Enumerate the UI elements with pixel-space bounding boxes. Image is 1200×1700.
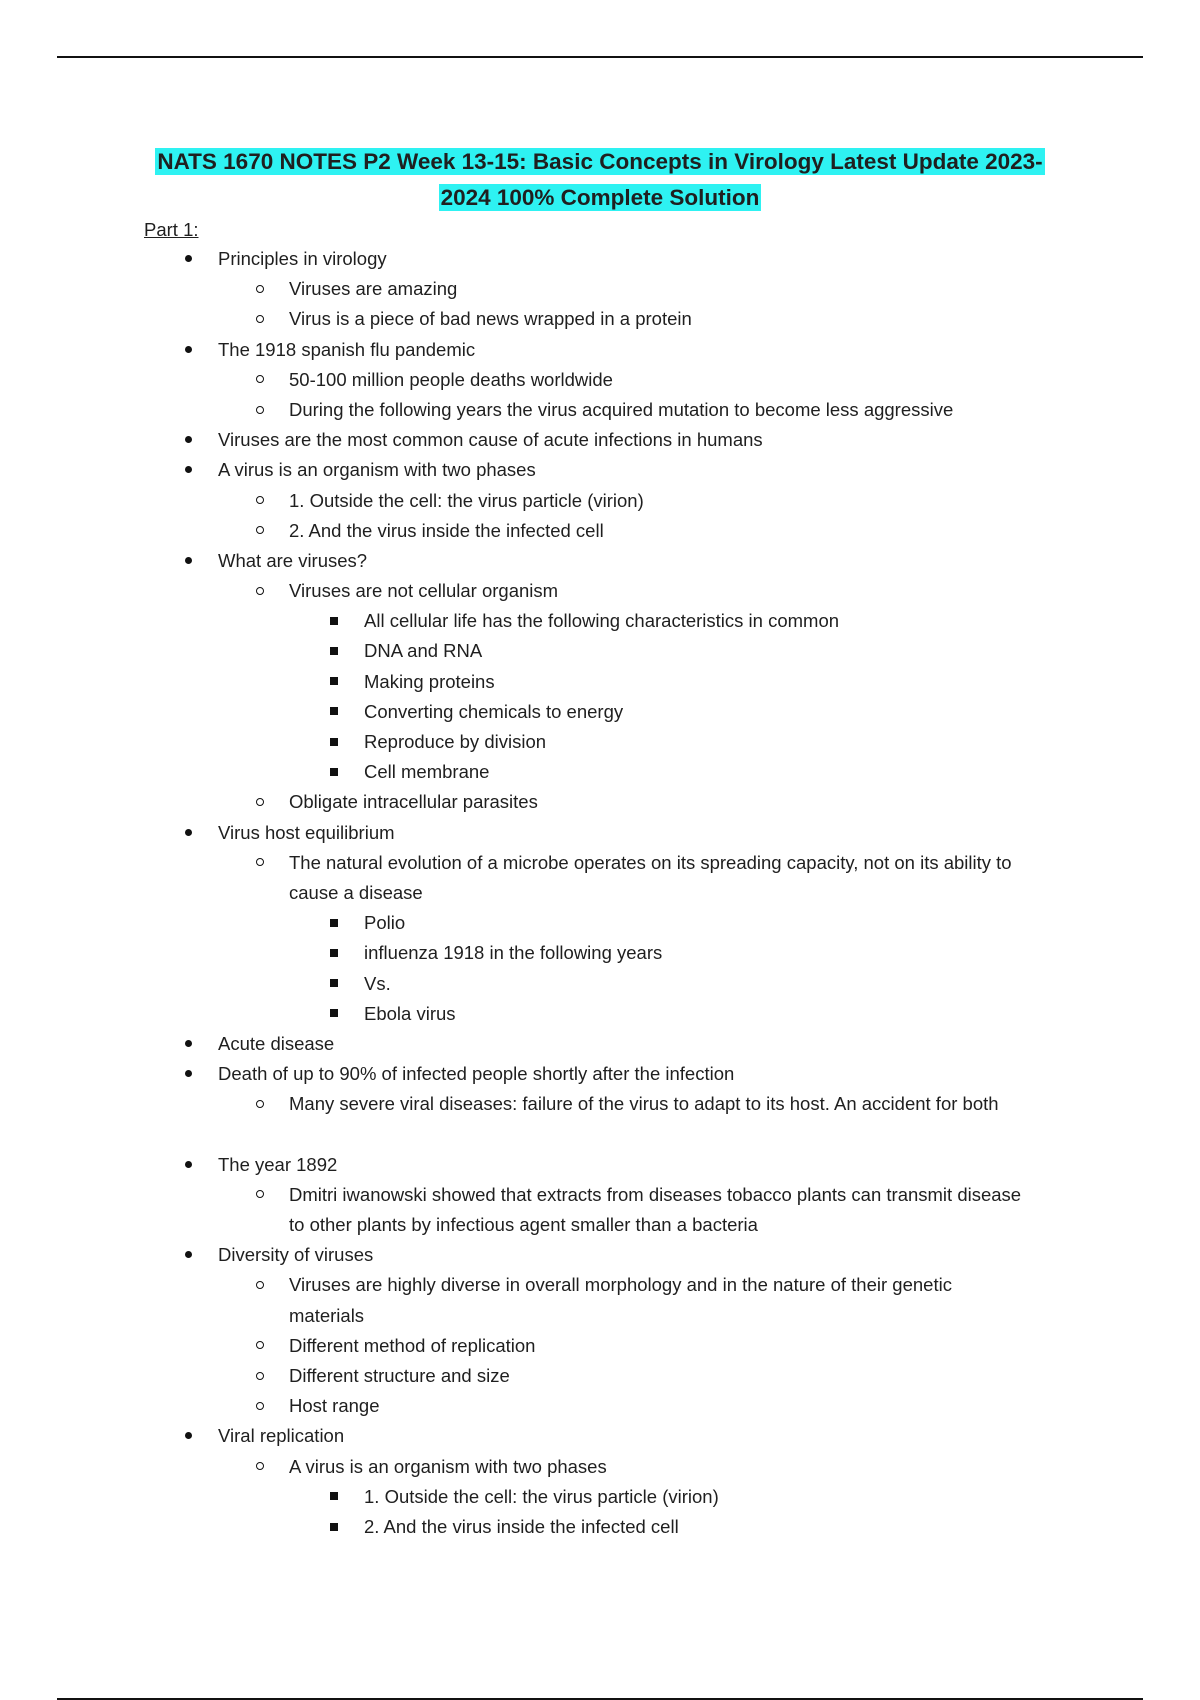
list-item (0, 1059, 1200, 1089)
list-item (0, 667, 1200, 697)
list-item (0, 969, 1200, 999)
list-item (0, 576, 1200, 606)
list-item-text: Ebola virus (364, 1002, 456, 1024)
list-item-text: The 1918 spanish flu pandemic (218, 338, 476, 360)
bullet-dot-icon (178, 1059, 198, 1089)
list-item-text: Virus host equilibrium (218, 821, 395, 843)
list-item-text: Viruses are the most common cause of acute infections in humans (218, 429, 763, 451)
list-item-text: Dmitri iwanowski showed that extracts from diseases tobacco plants can transmit disease to other plants by infectious agent smaller than a bacteria (289, 1183, 1022, 1236)
list-item (0, 938, 1200, 968)
list-item-text: Many severe viral diseases: failure of the virus to adapt to its host. An accident for both (289, 1093, 999, 1115)
list-item (0, 1150, 1200, 1180)
list-item (0, 999, 1200, 1029)
list-item (0, 1482, 1200, 1512)
bullet-circle-icon (250, 304, 270, 334)
list-item-text: During the following years the virus acquired mutation to become less aggressive (289, 398, 954, 420)
list-item (0, 1240, 1200, 1270)
list-item-text: Different structure and size (289, 1365, 510, 1386)
title-line-2: 2024 100% Complete Solution (440, 185, 760, 210)
list-item (0, 787, 1200, 817)
bullet-circle-icon (250, 1331, 270, 1361)
list-item-text: Virus is a piece of bad news wrapped in a protein (289, 308, 692, 330)
list-item (0, 848, 1200, 908)
bullet-square-icon (324, 727, 344, 757)
list-item (0, 757, 1200, 787)
list-item (0, 365, 1200, 395)
bullet-circle-icon (250, 1089, 270, 1119)
list-item (0, 1331, 1200, 1361)
bullet-square-icon (324, 969, 344, 999)
bullet-square-icon (324, 606, 344, 636)
list-item-text: Principles in virology (218, 248, 387, 269)
list-item-text: 2. And the virus inside the infected cell (289, 519, 604, 541)
list-item (0, 1391, 1200, 1421)
list-item (0, 818, 1200, 848)
bullet-circle-icon (250, 1391, 270, 1421)
list-item-text: The natural evolution of a microbe operates on its spreading capacity, not on its ability to cause a disease (289, 851, 1012, 903)
bullet-square-icon (324, 938, 344, 968)
list-item-text: Making proteins (364, 670, 495, 692)
list-item-text: The year 1892 (218, 1153, 338, 1175)
notes-outline (0, 244, 1200, 1542)
list-item (0, 636, 1200, 666)
list-item-text: Acute disease (218, 1032, 335, 1054)
bullet-circle-icon (250, 787, 270, 817)
list-item-text: Converting chemicals to energy (364, 700, 624, 722)
list-item-text: Viruses are highly diverse in overall morphology and in the nature of their genetic materials (289, 1274, 952, 1326)
list-item-text: 2. And the virus inside the infected cell (364, 1515, 679, 1537)
bullet-dot-icon (178, 335, 198, 365)
list-item (0, 516, 1200, 546)
bullet-circle-icon (250, 1361, 270, 1391)
list-item-text: Polio (364, 912, 406, 934)
bullet-square-icon (324, 1512, 344, 1542)
list-item (0, 395, 1200, 425)
list-item (0, 1452, 1200, 1482)
top-rule (57, 56, 1143, 58)
bullet-dot-icon (178, 818, 198, 848)
list-item (0, 455, 1200, 485)
bullet-circle-icon (250, 486, 270, 516)
list-item-text: What are viruses? (218, 549, 368, 571)
list-item (0, 335, 1200, 365)
list-item (0, 244, 1200, 274)
list-item-text: 50-100 million people deaths worldwide (289, 368, 613, 390)
list-item-text: Vs. (364, 972, 391, 994)
list-item (0, 304, 1200, 334)
list-item (0, 1029, 1200, 1059)
list-item (0, 1361, 1200, 1391)
list-item-text: DNA and RNA (364, 640, 483, 662)
title-line-1: NATS 1670 NOTES P2 Week 13-15: Basic Concepts in Virology Latest Update 2023- (157, 149, 1043, 174)
list-item-text: A virus is an organism with two phases (289, 1455, 607, 1477)
bullet-dot-icon (178, 425, 198, 455)
list-item (0, 1180, 1200, 1240)
document-title (120, 144, 1080, 216)
bullet-circle-icon (250, 395, 270, 425)
bullet-square-icon (324, 636, 344, 666)
bullet-dot-icon (178, 1029, 198, 1059)
list-item-text: Viral replication (218, 1425, 345, 1447)
list-item-text: Obligate intracellular parasites (289, 791, 538, 813)
list-item (0, 1089, 1200, 1149)
list-item (0, 727, 1200, 757)
bullet-circle-icon (250, 1180, 270, 1210)
bullet-square-icon (324, 757, 344, 787)
list-item (0, 1512, 1200, 1542)
list-item-text: Different method of replication (289, 1334, 536, 1356)
bullet-square-icon (324, 1482, 344, 1512)
bullet-dot-icon (178, 1240, 198, 1270)
bullet-square-icon (324, 999, 344, 1029)
bullet-circle-icon (250, 274, 270, 304)
list-item (0, 1421, 1200, 1451)
list-item-text: Death of up to 90% of infected people shortly after the infection (218, 1063, 735, 1085)
list-item (0, 546, 1200, 576)
list-item (0, 425, 1200, 455)
bullet-circle-icon (250, 365, 270, 395)
bullet-square-icon (324, 667, 344, 697)
bullet-dot-icon (178, 1150, 198, 1180)
list-item-text: 1. Outside the cell: the virus particle (virion) (364, 1485, 719, 1507)
bullet-circle-icon (250, 848, 270, 878)
bullet-circle-icon (250, 1452, 270, 1482)
bullet-circle-icon (250, 516, 270, 546)
list-item-text: All cellular life has the following characteristics in common (364, 610, 840, 632)
bullet-dot-icon (178, 455, 198, 485)
bullet-circle-icon (250, 1270, 270, 1300)
list-item (0, 606, 1200, 636)
list-item (0, 274, 1200, 304)
list-item-text: Diversity of viruses (218, 1244, 374, 1266)
list-item (0, 697, 1200, 727)
bullet-circle-icon (250, 576, 270, 606)
list-item-text: influenza 1918 in the following years (364, 942, 663, 964)
list-item (0, 1270, 1200, 1330)
bullet-square-icon (324, 697, 344, 727)
list-item (0, 908, 1200, 938)
list-item-text: Viruses are amazing (289, 278, 458, 300)
bullet-dot-icon (178, 244, 198, 274)
list-item-text: 1. Outside the cell: the virus particle (virion) (289, 489, 644, 511)
list-item (0, 486, 1200, 516)
list-item-text: A virus is an organism with two phases (218, 459, 536, 481)
bullet-dot-icon (178, 1421, 198, 1451)
list-item-text: Cell membrane (364, 761, 490, 783)
bullet-square-icon (324, 908, 344, 938)
bullet-dot-icon (178, 546, 198, 576)
list-item-text: Host range (289, 1395, 380, 1417)
list-item-text: Viruses are not cellular organism (289, 580, 559, 602)
list-item-text: Reproduce by division (364, 731, 547, 752)
part-heading: Part 1: (144, 219, 199, 240)
